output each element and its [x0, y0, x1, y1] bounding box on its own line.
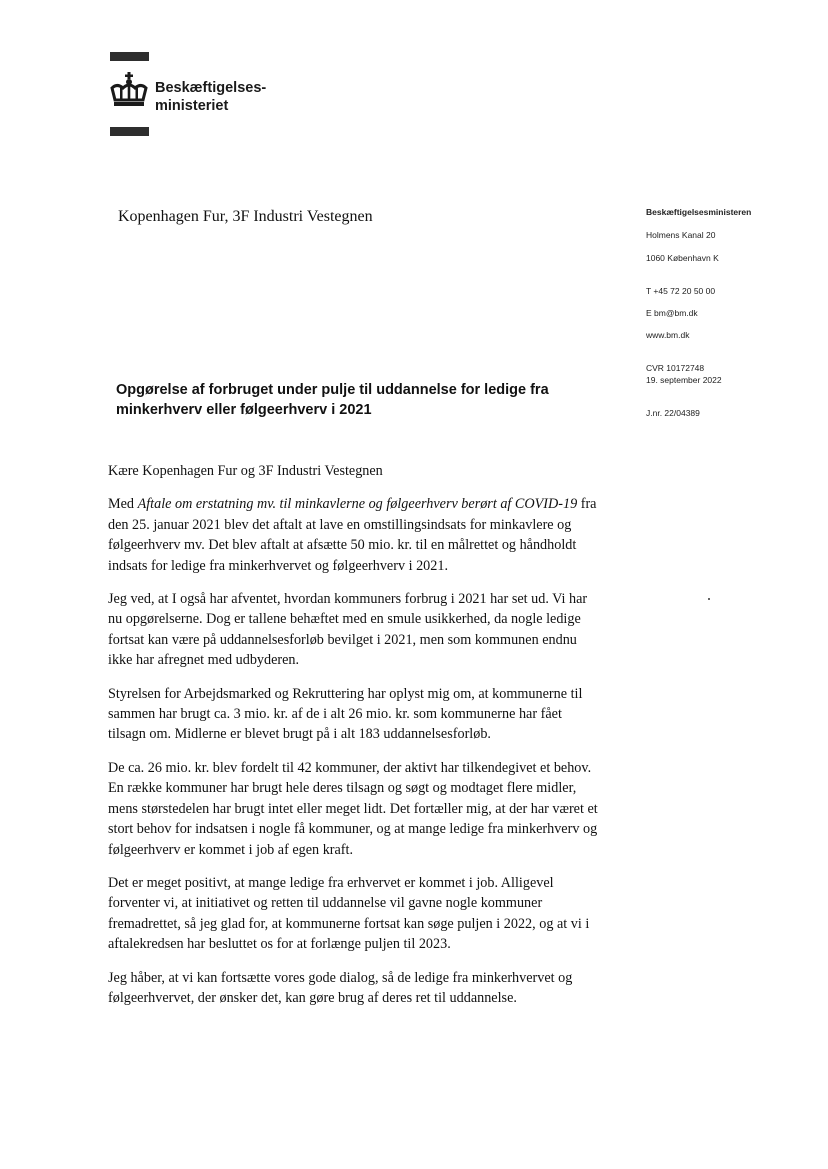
sender-cvr: CVR 10172748	[646, 363, 705, 373]
journal-number: J.nr. 22/04389	[646, 408, 700, 418]
agreement-title: Aftale om erstatning mv. til minkavlerne og følgeerhverv berørt af COVID-19	[137, 496, 578, 513]
recipient-line: Kopenhagen Fur, 3F Industri Vestegnen	[118, 208, 373, 225]
crown-icon	[109, 72, 149, 108]
paragraph-1	[108, 494, 603, 576]
paragraph-3: Styrelsen for Arbejdsmarked og Rekruttering har oplyst mig om, at kommunerne til sammen har brugt ca. 3 mio. kr. af de i alt 26 mio. kr. som kommunerne har fået tilsagn om. Midlerne er blevet brugt på i alt 183 uddannelsesforløb.	[108, 685, 583, 743]
sender-address-street: Holmens Kanal 20	[646, 230, 716, 240]
logo-line-2: ministeriet	[155, 98, 229, 114]
sender-email: E bm@bm.dk	[646, 308, 698, 318]
scan-speck	[708, 598, 710, 600]
paragraph-1-rest: fra den 25. januar 2021 blev det aftalt at lave en omstillingsindsats for minkavlere og følgeerhverv mv. Det blev aftalt at afsætte 50 mio. kr. til en målrettet og håndholdt indsats for ledige fra minkerhvervet og følgeerhverv i 2021.	[108, 496, 597, 574]
letter-greeting: Kære Kopenhagen Fur og 3F Industri Vestegnen	[108, 463, 383, 479]
logo-bottom-bar	[110, 127, 149, 136]
paragraph-5: Det er meget positivt, at mange ledige fra erhvervet er kommet i job. Alligevel forventer vi, at initiativet og retten til uddannelse vil gavne nogle kommuner fremadrettet, så jeg glad for, at kommunerne fortsat kan søge puljen i 2022, og at vi i aftalekredsen har besluttet os for at forlænge puljen til 2023.	[108, 874, 590, 953]
letter-body	[108, 461, 603, 1021]
sender-phone: T +45 72 20 50 00	[646, 286, 716, 296]
logo-line-1: Beskæftigelses-	[155, 80, 267, 96]
paragraph-2: Jeg ved, at I også har afventet, hvordan kommuners forbrug i 2021 har set ud. Vi har nu opgørelserne. Dog er tallene behæftet med en smule usikkerhed, da nogle ledige fortsat kan være på uddannelsesforløb bevilget i 2021, men som kommunen endnu ikke har afregnet med udbyderen.	[108, 591, 588, 669]
ministry-logo-text	[155, 79, 266, 115]
paragraph-4: De ca. 26 mio. kr. blev fordelt til 42 kommuner, der aktivt har tilkendegivet et behov. En række kommuner har brugt hele deres tilsagn og søgt og modtaget flere midler, mens størstedelen har brugt intet eller meget lidt. Det fortæller mig, at der har været et stort behov for indsatsen i nogle få kommuner, og at mange ledige fra minkerhverv og følgeerhverv er kommet i job af egen kraft.	[108, 759, 598, 858]
paragraph-1-lead: Med	[108, 496, 138, 513]
paragraph-6: Jeg håber, at vi kan fortsætte vores gode dialog, så de ledige fra minkerhvervet og følgeerhvervet, der ønsker det, kan gøre brug af deres ret til uddannelse.	[108, 969, 573, 1006]
letter-date: 19. september 2022	[646, 375, 722, 385]
letter-subject: Opgørelse af forbruget under pulje til uddannelse for ledige fra minkerhverv eller følgeerhverv i 2021	[116, 382, 549, 418]
sender-address-city: 1060 København K	[646, 253, 719, 263]
sender-website: www.bm.dk	[646, 330, 690, 340]
sender-organisation: Beskæftigelsesministeren	[646, 207, 752, 217]
logo-top-bar	[110, 52, 149, 61]
